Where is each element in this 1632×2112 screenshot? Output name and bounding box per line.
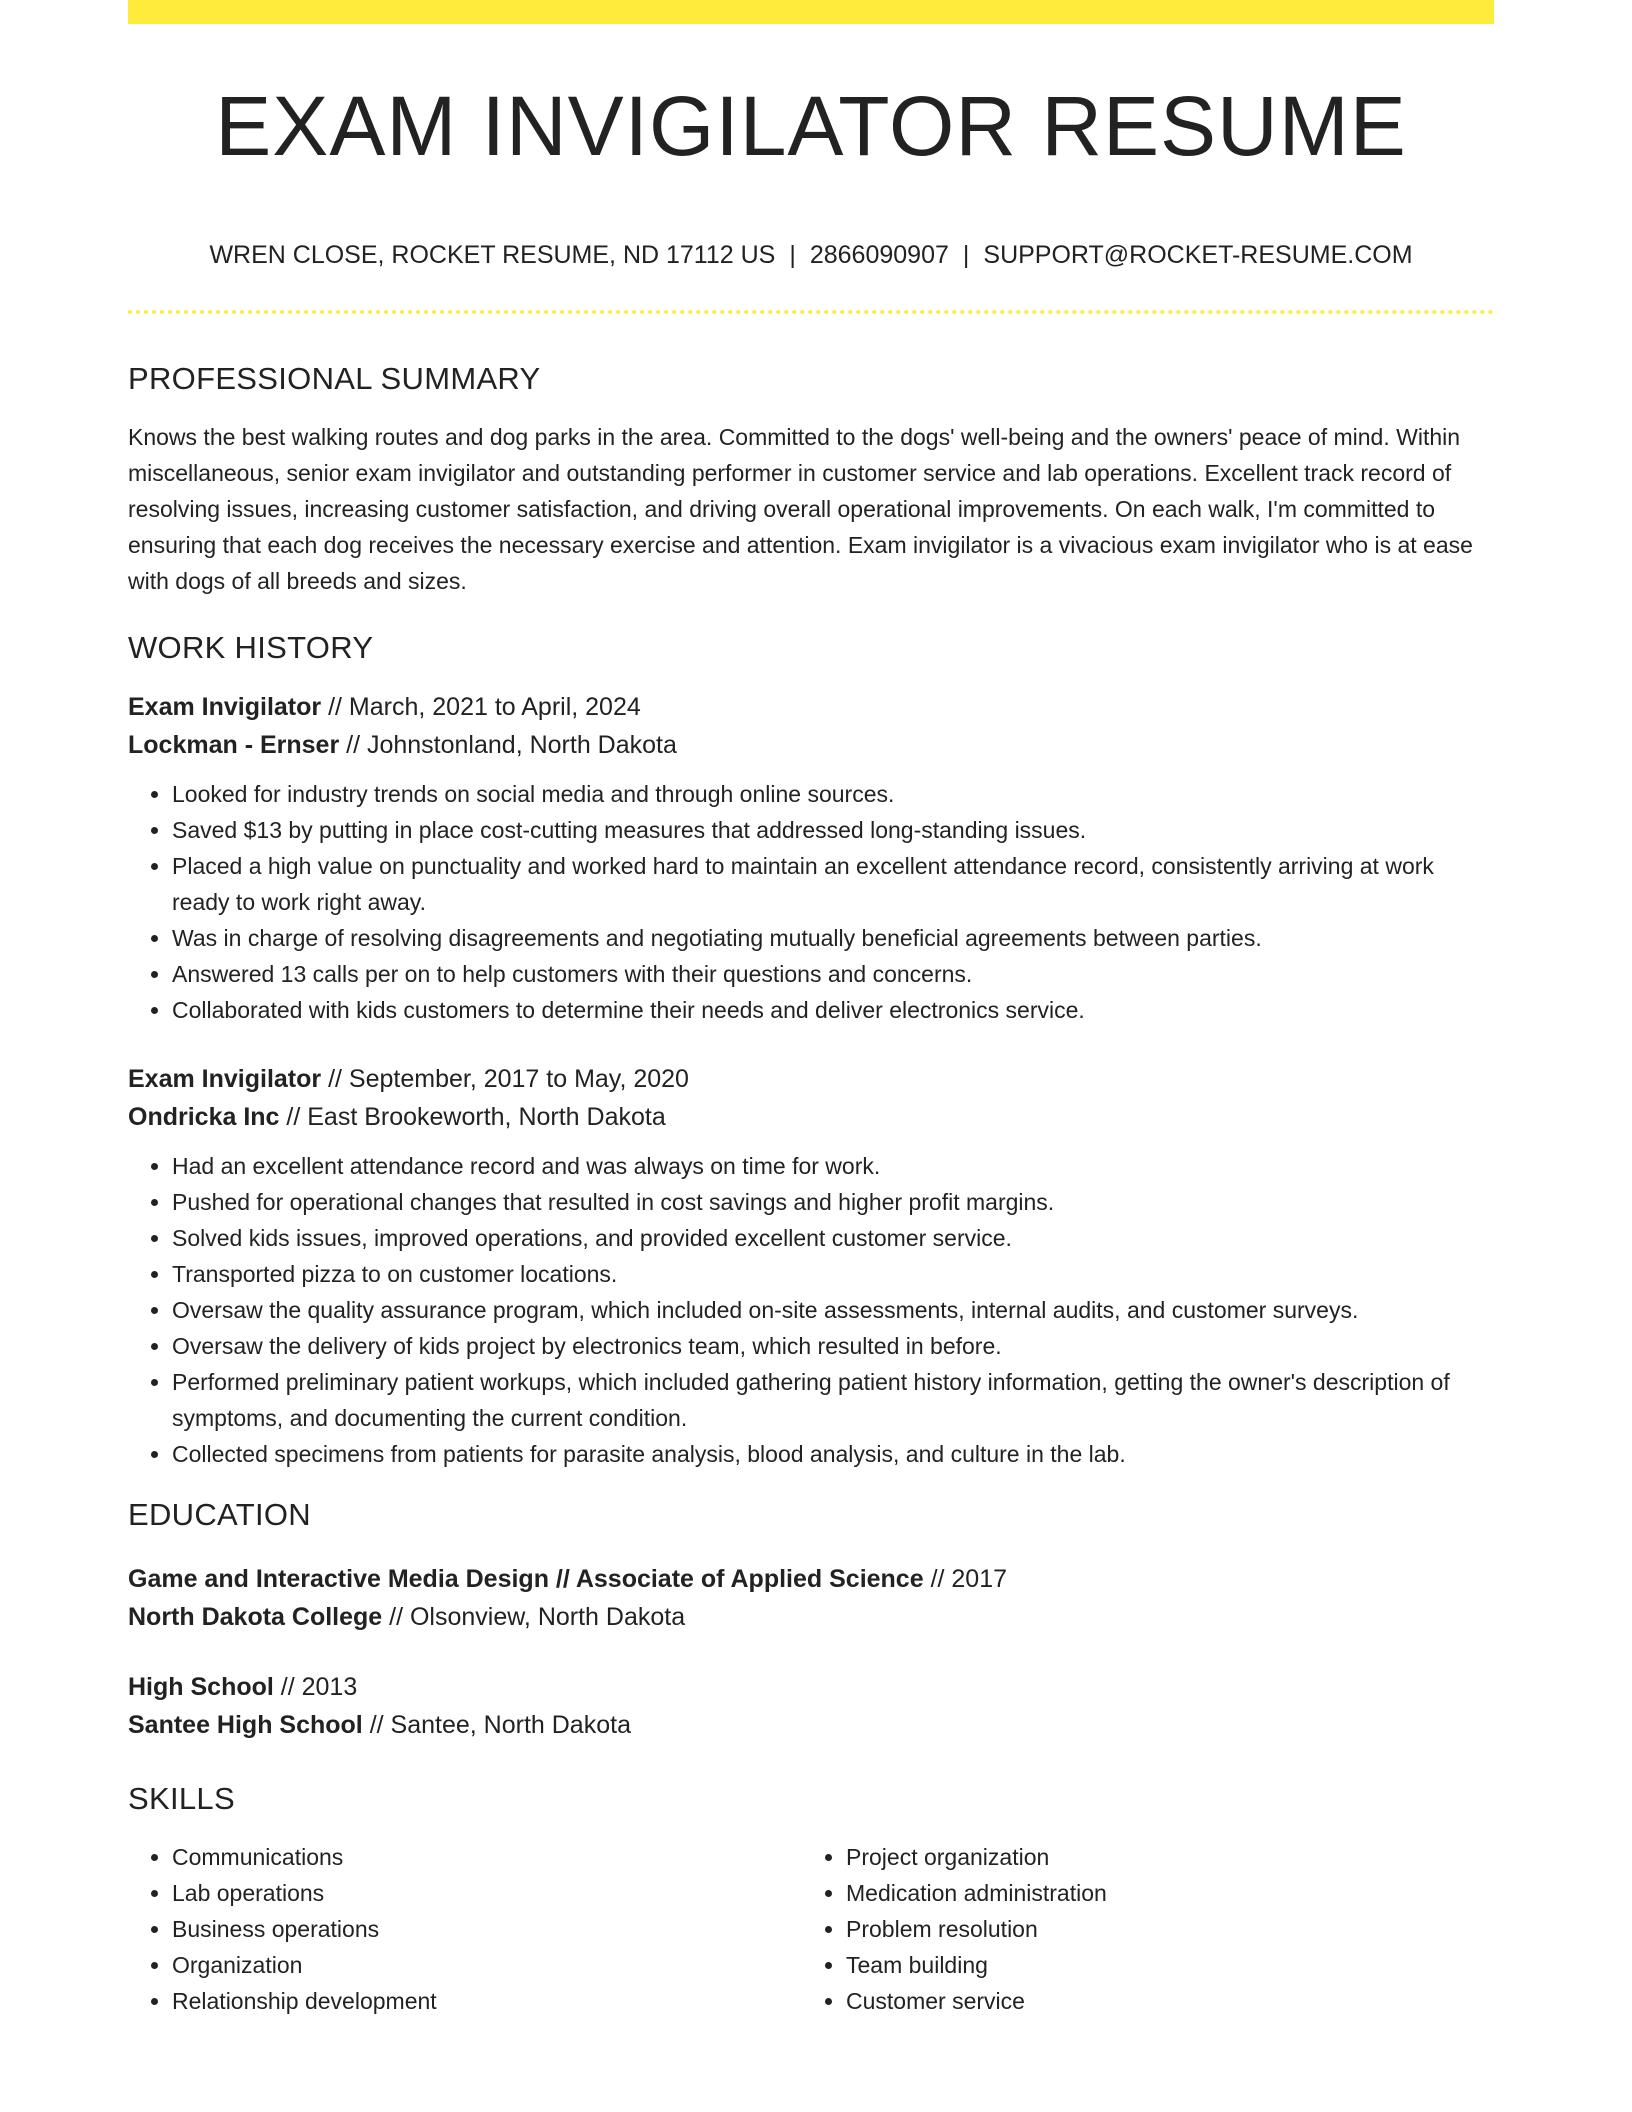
- job-dates: // March, 2021 to April, 2024: [321, 693, 641, 722]
- summary-heading: PROFESSIONAL SUMMARY: [128, 361, 541, 396]
- job-bullet: • Had an excellent attendance record and was always on time for work.: [172, 1148, 1494, 1184]
- contact-separator: |: [962, 241, 970, 269]
- skill-item: • Relationship development: [172, 1983, 802, 2019]
- job-bullet: • Placed a high value on punctuality and worked hard to maintain an excellent attendance record, consistently arriving at work ready to work right away.: [172, 848, 1494, 920]
- contact-line: [128, 240, 1494, 270]
- skill-item: • Project organization: [846, 1839, 1476, 1875]
- summary-text: Knows the best walking routes and dog parks in the area. Committed to the dogs' well-being and the owners' peace of mind. Within miscellaneous, senior exam invigilator and outstanding performer in customer service and lab operations. Excellent track record of resolving issues, increasing customer satisfaction, and driving overall operational improvements. On each walk, I'm committed to ensuring that each dog receives the necessary exercise and attention. Exam invigilator is a vivacious exam invigilator who is at ease with dogs of all breeds and sizes.: [128, 424, 1473, 595]
- education-school: North Dakota College: [128, 1602, 383, 1631]
- contact-phone: 2866090907: [809, 241, 949, 269]
- skill-item: • Organization: [172, 1947, 802, 1983]
- education-school: Santee High School: [128, 1710, 363, 1739]
- job-bullet: • Collected specimens from patients for parasite analysis, blood analysis, and culture in the lab.: [172, 1436, 1494, 1472]
- job-title-line: [128, 688, 1494, 726]
- job-bullets: [128, 776, 1494, 1028]
- job-company: Lockman - Ernser: [128, 731, 340, 760]
- skill-item: • Problem resolution: [846, 1911, 1476, 1947]
- resume-page: [128, 0, 1494, 2019]
- education-year: // 2017: [923, 1564, 1008, 1593]
- job-bullet: • Answered 13 calls per on to help customers with their questions and concerns.: [172, 956, 1494, 992]
- skill-item: • Business operations: [172, 1911, 802, 1947]
- job-bullet: • Oversaw the quality assurance program, which included on-site assessments, internal audits, and customer surveys.: [172, 1292, 1494, 1328]
- education-year: // 2013: [273, 1672, 358, 1701]
- job-company-line: [128, 1098, 1494, 1136]
- work-history-heading: WORK HISTORY: [128, 630, 374, 666]
- skill-item: • Customer service: [846, 1983, 1476, 2019]
- skills-column-right: [802, 1839, 1476, 2019]
- job-bullet: • Performed preliminary patient workups, which included gathering patient history information, getting the owner's description of symptoms, and documenting the current condition.: [172, 1364, 1494, 1436]
- dotted-divider: [128, 310, 1494, 314]
- education-degree-line: [128, 1560, 1494, 1598]
- job-title-line: [128, 1060, 1494, 1098]
- job-dates: // September, 2017 to May, 2020: [321, 1065, 689, 1094]
- job-bullet: • Collaborated with kids customers to determine their needs and deliver electronics service.: [172, 992, 1494, 1028]
- contact-address: WREN CLOSE, ROCKET RESUME, ND 17112 US: [209, 241, 776, 269]
- job-title: Exam Invigilator: [128, 1065, 322, 1094]
- job-bullet: • Saved $13 by putting in place cost-cutting measures that addressed long-standing issues.: [172, 812, 1494, 848]
- job-bullet: • Solved kids issues, improved operations, and provided excellent customer service.: [172, 1220, 1494, 1256]
- skill-item: • Communications: [172, 1839, 802, 1875]
- education-heading: EDUCATION: [128, 1497, 311, 1533]
- job-location: // East Brookeworth, North Dakota: [279, 1103, 666, 1132]
- education-degree-line: [128, 1668, 1494, 1706]
- contact-email: SUPPORT@ROCKET-RESUME.COM: [983, 241, 1413, 269]
- top-accent-bar: [128, 0, 1494, 24]
- education-location: // Santee, North Dakota: [362, 1710, 631, 1739]
- job-bullet: • Oversaw the delivery of kids project by electronics team, which resulted in before.: [172, 1328, 1494, 1364]
- skill-item: • Team building: [846, 1947, 1476, 1983]
- skills-column-left: [128, 1839, 802, 2019]
- education-school-line: [128, 1706, 1494, 1744]
- education-degree: Game and Interactive Media Design // Associate of Applied Science: [128, 1564, 924, 1593]
- job-location: // Johnstonland, North Dakota: [339, 731, 677, 760]
- job-bullet: • Pushed for operational changes that resulted in cost savings and higher profit margins.: [172, 1184, 1494, 1220]
- job-company: Ondricka Inc: [128, 1103, 280, 1132]
- job-company-line: [128, 726, 1494, 764]
- job-bullet: • Was in charge of resolving disagreements and negotiating mutually beneficial agreements between parties.: [172, 920, 1494, 956]
- skill-item: • Medication administration: [846, 1875, 1476, 1911]
- job-bullet: • Looked for industry trends on social media and through online sources.: [172, 776, 1494, 812]
- education-degree: High School: [128, 1672, 274, 1701]
- job-title: Exam Invigilator: [128, 693, 322, 722]
- resume-title: EXAM INVIGILATOR RESUME: [215, 79, 1407, 173]
- skill-item: • Lab operations: [172, 1875, 802, 1911]
- education-location: // Olsonview, North Dakota: [382, 1602, 686, 1631]
- skills-list: [128, 1839, 1494, 2019]
- skills-heading: SKILLS: [128, 1780, 235, 1816]
- job-bullet: • Transported pizza to on customer locations.: [172, 1256, 1494, 1292]
- job-bullets: [128, 1148, 1494, 1472]
- contact-separator: |: [789, 241, 796, 269]
- education-school-line: [128, 1598, 1494, 1636]
